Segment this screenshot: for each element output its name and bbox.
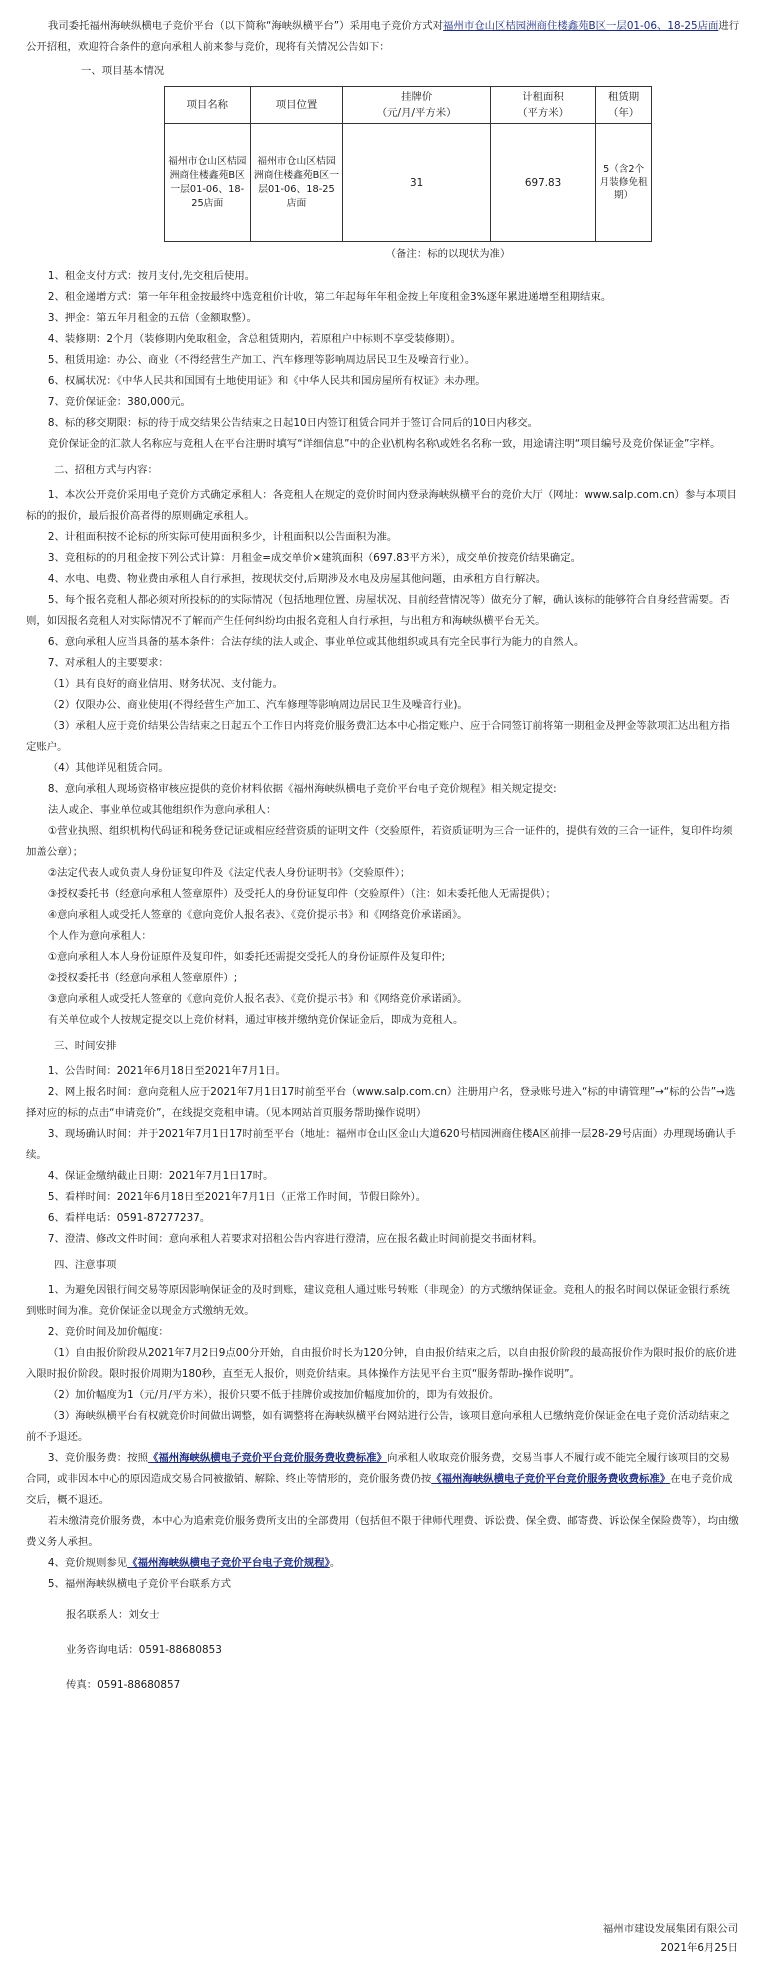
table-note: （备注：标的以现状为准）: [385, 248, 511, 260]
header-project-name: 项目名称: [165, 87, 251, 124]
list-item: ②授权委托书（经意向承租人签章原件）;: [47, 972, 238, 984]
header-rent-area: 计租面积 （平方米）: [490, 87, 595, 124]
list-item: 1、公告时间：2021年6月18日至2021年7月1日。: [47, 1065, 286, 1077]
contact-fax: 传真：0591-88680857: [66, 1679, 181, 1691]
schedule-list: [26, 1061, 740, 1250]
contact-phone: 业务咨询电话：0591-88680853: [66, 1644, 222, 1656]
list-item: ②法定代表人或负责人身份证复印件及《法定代表人身份证明书》（交验原件）；: [47, 867, 411, 879]
table-header-row: [165, 87, 652, 124]
list-item: （3）承租人应于竞价结果公告结束之日起五个工作日内将竞价服务费汇达本中心指定账户、应于合同签订前将第一期租金及押金等款项汇达出租方指定账户。: [26, 720, 730, 753]
list-item: 7、澄清、修改文件时间：意向承租人若要求对招租公告内容进行澄清，应在报名截止时间前提交书面材料。: [47, 1233, 543, 1245]
signing-organization: 福州市建设发展集团有限公司: [602, 1923, 738, 1935]
section-2-title: 二、招租方式与内容：: [54, 464, 158, 476]
list-item: 7、对承租人的主要要求：: [47, 657, 169, 669]
deposit-note: 竞价保证金的汇款人名称应与竞租人在平台注册时填写“详细信息”中的企业\机构名称\或姓名名称一致，用途请注明“项目编号及竞价保证金”字样。: [47, 438, 721, 450]
list-item: 个人作为意向承租人：: [47, 930, 152, 942]
list-item: 2、竞价时间及加价幅度：: [47, 1326, 169, 1338]
contact-person: 报名联系人：刘女士: [66, 1609, 160, 1621]
list-item: ①意向承租人本人身份证原件及复印件，如委托还需提交受托人的身份证原件及复印件;: [47, 951, 446, 963]
unpaid-fee-paragraph: 若未缴清竞价服务费，本中心为追索竞价服务费所支出的全部费用（包括但不限于律师代理费、诉讼费、保全费、邮寄费、诉讼保全保险费等），均由缴费义务人承担。: [26, 1515, 739, 1548]
list-item: 6、看样电话：0591-87277237。: [47, 1212, 211, 1224]
list-item: （2）加价幅度为1（元/月/平方米），报价只要不低于挂牌价或按加价幅度加价的，即为有效报价。: [47, 1389, 500, 1401]
list-item: ③意向承租人或受托人签章的《意向竞价人报名表》、《竞价提示书》和《网络竞价承诺函》。: [47, 993, 468, 1005]
list-item: 5、租赁用途：办公、商业（不得经营生产加工、汽车修理等影响周边居民卫生及噪音行业）。: [47, 354, 476, 366]
list-item: 法人或企、事业单位或其他组织作为意向承租人：: [47, 804, 277, 816]
list-item: ①营业执照、组织机构代码证和税务登记证或相应经营资质的证明文件（交验原件，若资质证明为三合一证件的，提供有效的三合一证件，复印件均须加盖公章）；: [26, 825, 733, 858]
list-item: （1）具有良好的商业信用、财务状况、支付能力。: [47, 678, 284, 690]
list-item: 2、租金递增方式：第一年年租金按最终中选竞租价计收，第二年起每年年租金按上年度租金3%逐年累进递增至租期结束。: [47, 291, 612, 303]
header-list-price: 挂牌价 （元/月/平方米）: [343, 87, 490, 124]
list-item: （3）海峡纵横平台有权就竞价时间做出调整，如有调整将在海峡纵横平台网站进行公告，该项目意向承租人已缴纳竞价保证金在电子竞价活动结束之前不予退还。: [26, 1410, 730, 1443]
list-item: 3、竞租标的的月租金按下列公式计算：月租金=成交单价×建筑面积（697.83平方米），成交单价按竞价结果确定。: [47, 552, 581, 564]
cell-lease-term: 5（含2个月装修免租期）: [596, 124, 652, 242]
contact-heading: 5、福州海峡纵横电子竞价平台联系方式: [47, 1578, 232, 1590]
header-lease-term: 租赁期 （年）: [596, 87, 652, 124]
list-item: 5、看样时间：2021年6月18日至2021年7月1日（正常工作时间，节假日除外）。: [47, 1191, 427, 1203]
list-item: 6、权属状况：《中华人民共和国国有土地使用证》和《中华人民共和国房屋所有权证》未办理。: [47, 375, 486, 387]
list-item: 1、本次公开竞价采用电子竞价方式确定承租人：各竞租人在规定的竞价时间内登录海峡纵横平台的竞价大厅（网址：www.salp.com.cn）参与本项目标的的报价，最后报价高者得的原则确定承租人。: [26, 489, 737, 522]
project-name-underlined: 福州市仓山区桔园洲商住楼鑫苑B区一层01-06、18-25店面: [443, 20, 719, 32]
project-info-table: [164, 86, 652, 242]
list-item: 8、标的移交期限：标的待于成交结果公告结束之日起10日内签订租赁合同并于签订合同后的10日内移交。: [47, 417, 539, 429]
signature-block: [603, 1920, 738, 1958]
fee-standard-link-2[interactable]: 《福州海峡纵横电子竞价平台竞价服务费收费标准》: [431, 1473, 671, 1485]
section-3-title: 三、时间安排: [54, 1040, 117, 1052]
signing-date: 2021年6月25日: [660, 1942, 738, 1954]
list-item: 1、为避免因银行间交易等原因影响保证金的及时到账，建议竞租人通过账号转账（非现金）的方式缴纳保证金。竞租人的报名时间以保证金银行系统到账时间为准。竞价保证金以现金方式缴纳无效。: [26, 1284, 730, 1317]
list-item: 有关单位或个人按规定提交以上竞价材料，通过审核并缴纳竞价保证金后，即成为竞租人。: [47, 1014, 464, 1026]
list-item: （4）其他详见租赁合同。: [47, 762, 169, 774]
cell-list-price: 31: [343, 124, 490, 242]
bidding-rule-link[interactable]: 《福州海峡纵横电子竞价平台电子竞价规程》: [127, 1557, 330, 1569]
bidding-rule-paragraph: 4、竞价规则参见《福州海峡纵横电子竞价平台电子竞价规程》。: [47, 1557, 341, 1569]
list-item: 5、每个报名竞租人都必须对所投标的的实际情况（包括地理位置、房屋状况、目前经营情况等）做充分了解，确认该标的能够符合自身经营需要。否则，如因报名竞租人对实际情况不了解而产生任何纠纷均由报名竞租人自行承担，与出租方和海峡纵横平台无关。: [26, 594, 730, 627]
list-item: ③授权委托书（经意向承租人签章原件）及受托人的身份证复印件（交验原件）（注：如未委托他人无需提供）；: [47, 888, 556, 900]
list-item: 4、装修期：2个月（装修期内免取租金，含总租赁期内，若原租户中标则不享受装修期）。: [47, 333, 462, 345]
section-4-title: 四、注意事项: [54, 1259, 117, 1271]
basic-terms-list: [26, 266, 740, 434]
header-project-location: 项目位置: [250, 87, 343, 124]
list-item: 1、租金支付方式：按月支付,先交租后使用。: [47, 270, 256, 282]
intro-paragraph: 我司委托福州海峡纵横电子竞价平台（以下简称“海峡纵横平台”）采用电子竞价方式对福州市仓山区桔园洲商住楼鑫苑B区一层01-06、18-25店面进行公开招租，欢迎符合条件的意向承租人前来参与竞价，现将有关情况公告如下：: [26, 20, 740, 53]
list-item: （1）自由报价阶段从2021年7月2日9点00分开始，自由报价时长为120分钟，自由报价结束之后，以自由报价阶段的最高报价作为限时报价的底价进入限时报价阶段。限时报价周期为180秒，直至无人报价，则竞价结束。具体操作方法见平台主页“服务帮助-操作说明”。: [26, 1347, 737, 1380]
list-item: 4、水电、电费、物业费由承租人自行承担，按现状交付,后期涉及水电及房屋其他问题，由承租方自行解决。: [47, 573, 547, 585]
list-item: 4、保证金缴纳截止日期：2021年7月1日17时。: [47, 1170, 274, 1182]
list-item: 2、计租面积按不论标的所实际可使用面积多少，计租面积以公告面积为准。: [47, 531, 398, 543]
cell-project-name: 福州市仓山区桔园洲商住楼鑫苑B区一层01-06、18-25店面: [165, 124, 251, 242]
list-item: 7、竞价保证金：380,000元。: [47, 396, 191, 408]
list-item: 2、网上报名时间：意向竞租人应于2021年7月1日17时前至平台（www.salp.com.cn）注册用户名，登录账号进入“标的申请管理”→“标的公告”→选择对应的标的点击“申请竞价”，在线提交竞租申请。（见本网站首页服务帮助操作说明）: [26, 1086, 736, 1119]
service-fee-paragraph: 3、竞价服务费：按照《福州海峡纵横电子竞价平台竞价服务费收费标准》向承租人收取竞价服务费，交易当事人不履行或不能完全履行该项目的交易合同，或非因本中心的原因造成交易合同被撤销、解除、终止等情形的，竞价服务费仍按《福州海峡纵横电子竞价平台竞价服务费收费标准》在电子竞价成交后，概不退还。: [26, 1452, 733, 1506]
list-item: ④意向承租人或受托人签章的《意向竞价人报名表》、《竞价提示书》和《网络竞价承诺函》。: [47, 909, 468, 921]
table-row: [165, 124, 652, 242]
list-item: 3、押金：第五年月租金的五倍（金额取整）。: [47, 312, 258, 324]
cell-rent-area: 697.83: [490, 124, 595, 242]
lease-method-list: [26, 485, 740, 1031]
list-item: （2）仅限办公、商业使用(不得经营生产加工、汽车修理等影响周边居民卫生及噪音行业)。: [47, 699, 468, 711]
section-1-title: 一、项目基本情况: [81, 65, 165, 77]
list-item: 6、意向承租人应当具备的基本条件：合法存续的法人或企、事业单位或其他组织或具有完全民事行为能力的自然人。: [47, 636, 585, 648]
list-item: 8、意向承租人现场资格审核应提供的竞价材料依据《福州海峡纵横电子竞价平台电子竞价规程》相关规定提交:: [47, 783, 557, 795]
cell-project-location: 福州市仓山区桔园洲商住楼鑫苑B区一层01-06、18-25店面: [250, 124, 343, 242]
list-item: 3、现场确认时间：并于2021年7月1日17时前至平台（地址：福州市仓山区金山大道620号桔园洲商住楼A区前排一层28-29号店面）办理现场确认手续。: [26, 1128, 736, 1161]
fee-standard-link-1[interactable]: 《福州海峡纵横电子竞价平台竞价服务费收费标准》: [147, 1452, 387, 1464]
notes-list: [26, 1280, 740, 1448]
